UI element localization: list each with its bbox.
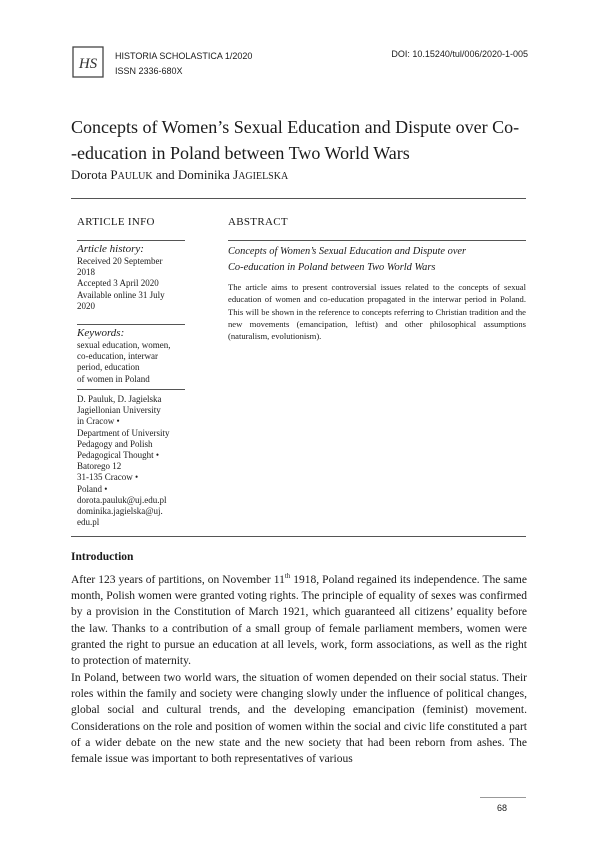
title-line-2: -education in Poland between Two World Wars bbox=[71, 143, 410, 163]
author1-last-rest: AULUK bbox=[117, 171, 153, 182]
journal-header bbox=[115, 49, 252, 79]
history-line: Received 20 September bbox=[77, 256, 163, 266]
history-heading: Article history: bbox=[77, 243, 144, 255]
contact-line: Batorego 12 bbox=[77, 461, 122, 472]
paragraph: In Poland, between two world wars, the situation of women depended on their social status. Their roles within the family and society were changing slowly under the influence of political changes, global social and cultural trends, and the developing emancipation (feminist) movement. Considerations on the role and position of women within the social and civic life constituted a part of a wider debate on the new state and the new society that had been reborn from ashes. The female issue was important to both representatives of various bbox=[71, 671, 527, 766]
contact-line: Department of University bbox=[77, 427, 170, 438]
page-number: 68 bbox=[497, 803, 508, 813]
keyword-line: period, education bbox=[77, 362, 140, 373]
author-contact bbox=[77, 394, 187, 528]
email-link[interactable]: dorota.pauluk@uj.edu.pl bbox=[77, 494, 167, 505]
author2-first: Dominika bbox=[177, 167, 234, 182]
body-text bbox=[71, 568, 527, 767]
author1-first: Dorota bbox=[71, 167, 111, 182]
keywords-heading: Keywords: bbox=[77, 327, 125, 339]
author1-last-initial: P bbox=[110, 167, 118, 182]
journal-logo bbox=[72, 46, 104, 78]
contact-line: Poland • bbox=[77, 483, 108, 494]
keywords bbox=[77, 327, 187, 385]
divider-abstract bbox=[228, 240, 526, 241]
contact-line: 31-135 Cracow • bbox=[77, 472, 139, 483]
section-heading: Introduction bbox=[71, 551, 134, 563]
article-history bbox=[77, 243, 187, 312]
superscript: th bbox=[284, 572, 291, 580]
authors bbox=[71, 167, 288, 183]
divider-info-2 bbox=[77, 324, 185, 325]
divider-info-3 bbox=[77, 389, 185, 390]
abstract-title-line-1: Concepts of Women’s Sexual Education and Dispute over bbox=[228, 246, 467, 257]
contact-line: Pedagogy and Polish bbox=[77, 438, 153, 449]
keyword-line: sexual education, women, bbox=[77, 340, 171, 350]
abstract-heading: ABSTRACT bbox=[228, 216, 288, 228]
journal-name: HISTORIA SCHOLASTICA 1/2020 bbox=[115, 51, 253, 61]
history-line: Available online 31 July bbox=[77, 289, 165, 300]
abstract-text: The article aims to present controversial issues related to the concepts of sexual education of women and co-education propagated in the interwar period in Poland. This will be shown in the reference to concepts referring to Christian tradition and the new movements (emancipation, leftist) and other philosophical assumptions (naturalism, evolutionism). bbox=[228, 282, 526, 342]
divider-info-1 bbox=[77, 240, 185, 241]
contact-line: Pedagogical Thought • bbox=[77, 450, 159, 461]
email-link[interactable]: edu.pl bbox=[77, 517, 100, 528]
abstract-title bbox=[228, 244, 526, 276]
issn: ISSN 2336-680X bbox=[115, 66, 183, 76]
article-info-heading: ARTICLE INFO bbox=[77, 216, 155, 228]
divider-bottom bbox=[71, 536, 526, 537]
keyword-line: of women in Poland bbox=[77, 373, 150, 384]
authors-and: and bbox=[152, 167, 178, 182]
history-line: Accepted 3 April 2020 bbox=[77, 278, 159, 289]
article-title bbox=[71, 114, 531, 166]
keyword-line: co-education, interwar bbox=[77, 351, 158, 362]
history-line: 2018 bbox=[77, 267, 95, 278]
logo-lettering: HS bbox=[78, 56, 98, 72]
paragraph-text: After 123 years of partitions, on November 11 bbox=[71, 573, 285, 586]
email-link[interactable]: dominika.jagielska@uj. bbox=[77, 506, 163, 517]
title-line-1: Concepts of Women’s Sexual Education and Dispute over Co- bbox=[71, 117, 520, 137]
paragraph-text: 1918, Poland regained its independence. The same month, Polish women were granted voting rights. The principle of equality of sexes was confirmed by a provision in the Constitution of March 1921, which guaranteed all citizens’ equality before the law. Thanks to a contribution of a small group of female parliament members, women were granted the right to pursue an education at all levels, work, form associations, as well as the right to protection of maternity. bbox=[71, 573, 527, 668]
history-line: 2020 bbox=[77, 300, 95, 311]
paragraph bbox=[71, 568, 527, 670]
contact-line: D. Pauluk, D. Jagielska bbox=[77, 394, 162, 404]
abstract-title-line-2: Co-education in Poland between Two World Wars bbox=[228, 262, 436, 273]
divider-top bbox=[71, 198, 526, 199]
doi: DOI: 10.15240/tul/006/2020-1-005 bbox=[391, 49, 528, 59]
contact-line: in Cracow • bbox=[77, 416, 120, 427]
contact-line: Jagiellonian University bbox=[77, 405, 161, 416]
author2-last-initial: J bbox=[233, 167, 239, 182]
footer-rule bbox=[480, 797, 526, 798]
author2-last-rest: AGIELSKA bbox=[238, 171, 289, 182]
